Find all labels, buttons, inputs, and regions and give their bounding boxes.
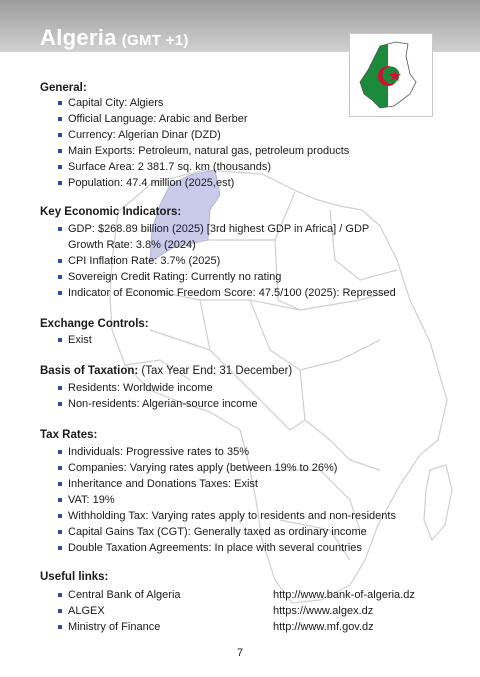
links-heading: Useful links:: [40, 571, 109, 583]
list-item: Capital City: Algiers: [58, 95, 349, 111]
list-item: Main Exports: Petroleum, natural gas, petroleum products: [58, 143, 349, 159]
tax-rates-list: [58, 444, 396, 556]
taxation-list: [58, 380, 258, 412]
economic-heading: Key Economic Indicators:: [40, 206, 182, 218]
page-number: 7: [236, 647, 244, 659]
exchange-list: [58, 332, 92, 348]
list-item: VAT: 19%: [58, 492, 396, 508]
link-url[interactable]: http://www.mf.gov.dz: [273, 621, 374, 633]
exchange-heading: Exchange Controls:: [40, 318, 149, 330]
list-item: Surface Area: 2 381.7 sq. km (thousands): [58, 159, 349, 175]
list-item: Official Language: Arabic and Berber: [58, 111, 349, 127]
list-item: Withholding Tax: Varying rates apply to residents and non-residents: [58, 508, 396, 524]
taxation-title: Basis of Taxation:: [40, 365, 139, 377]
timezone-label: (GMT +1): [121, 32, 189, 49]
list-item: Non-residents: Algerian-source income: [58, 396, 258, 412]
tax-rates-heading: Tax Rates:: [40, 429, 98, 441]
general-heading: General:: [40, 82, 87, 94]
general-list: [58, 95, 349, 191]
list-item: Population: 47.4 million (2025,est): [58, 175, 349, 191]
link-row-ministry: [58, 619, 438, 635]
link-row-algex: [58, 603, 438, 619]
economic-list: [58, 221, 398, 301]
link-label: Ministry of Finance: [68, 621, 161, 633]
list-item: Companies: Varying rates apply (between 19% to 26%): [58, 460, 396, 476]
country-name: Algeria: [40, 25, 117, 50]
taxation-heading: [40, 365, 292, 377]
tax-year-note: (Tax Year End: 31 December): [141, 365, 293, 377]
link-row-central-bank: [58, 587, 438, 603]
list-item: Residents: Worldwide income: [58, 380, 258, 396]
list-item: Individuals: Progressive rates to 35%: [58, 444, 396, 460]
list-item: Double Taxation Agreements: In place with several countries: [58, 540, 396, 556]
link-label: ALGEX: [68, 605, 105, 617]
list-item: Indicator of Economic Freedom Score: 47.5/100 (2025): Repressed: [58, 285, 398, 301]
list-item: Currency: Algerian Dinar (DZD): [58, 127, 349, 143]
list-item: Exist: [58, 332, 92, 348]
link-label: Central Bank of Algeria: [68, 589, 181, 601]
link-url[interactable]: http://www.bank-of-algeria.dz: [273, 589, 415, 601]
flag-box: [349, 33, 433, 117]
list-item: Capital Gains Tax (CGT): Generally taxed as ordinary income: [58, 524, 396, 540]
list-item: Inheritance and Donations Taxes: Exist: [58, 476, 396, 492]
list-item: Sovereign Credit Rating: Currently no rating: [58, 269, 398, 285]
link-url[interactable]: https://www.algex.dz: [273, 605, 374, 617]
list-item: GDP: $268.89 billion (2025) [3rd highest GDP in Africa] / GDP Growth Rate: 3.8% (2024): [58, 221, 398, 253]
algeria-map-flag-icon: [350, 34, 432, 116]
list-item: CPI Inflation Rate: 3.7% (2025): [58, 253, 398, 269]
